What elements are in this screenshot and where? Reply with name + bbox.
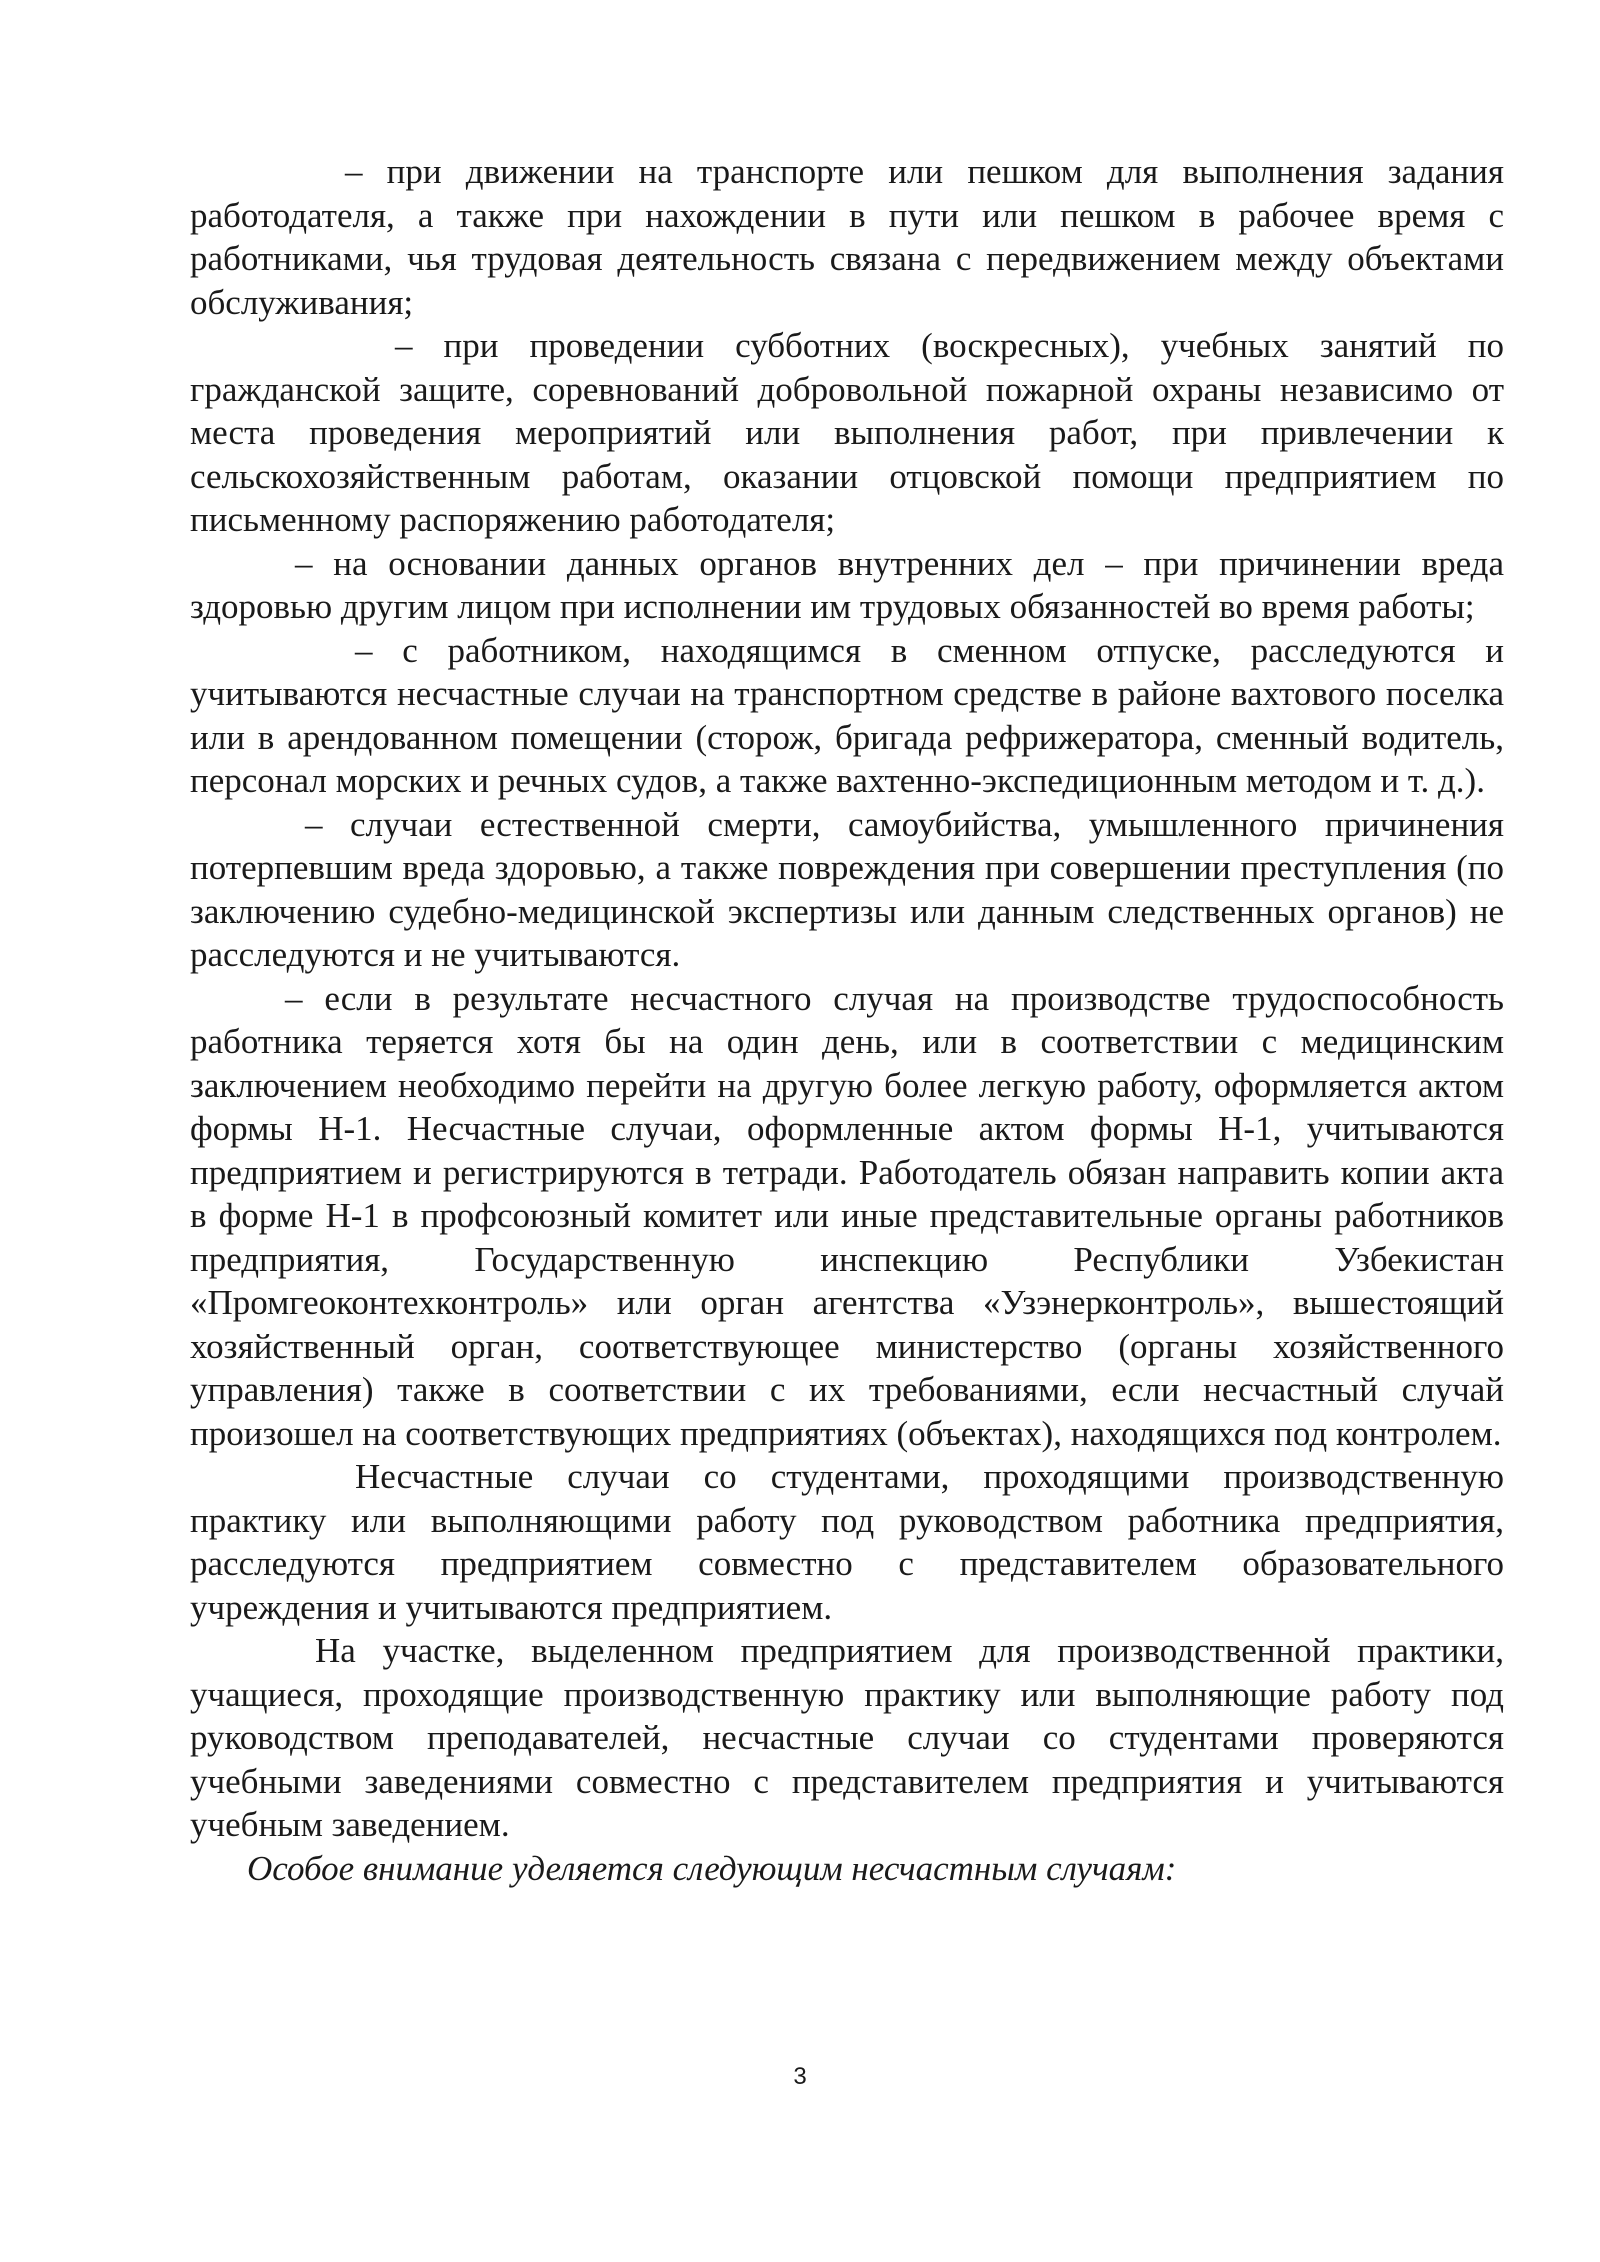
- paragraph-shift-leave-worker: – с работником, находящимся в сменном отпуске, расследуются и учитываются несчастные случаи на транспортном средстве в районе вахтового поселка или в арендованном помещении (сторож, бригада рефрижератора, сменный водитель, персонал морских и речных судов, а также вахтенно-экспедиционным методом и т. д.).: [190, 630, 1504, 800]
- paragraph-transport-travel: – при движении на транспорте или пешком для выполнения задания работодателя, а также при нахождении в пути или пешком в рабочее время с работниками, чья трудовая деятельность связана с передвижением между объектами обслуживания;: [190, 152, 1504, 322]
- paragraph-student-practice-accidents: Несчастные случаи со студентами, проходящими производственную практику или выполняющими работу под руководством работника предприятия, расследуются предприятием совместно с представителем образовательного учреждения и учитываются предприятием.: [190, 1457, 1504, 1627]
- document-body: [190, 150, 1504, 1890]
- paragraph-practice-site-accidents: На участке, выделенном предприятием для производственной практики, учащиеся, проходящие производственную практику или выполняющие работу под руководством преподавателей, несчастные случаи со студентами проверяются учебными заведениями совместно с представителем предприятия и учитываются учебным заведением.: [190, 1631, 1504, 1844]
- paragraph-civil-defense-training: – при проведении субботних (воскресных), учебных занятий по гражданской защите, соревнований добровольной пожарной охраны независимо от места проведения мероприятий или выполнения работ, при привлечении к сельскохозяйственным работам, оказании отцовской помощи предприятием по письменному распоряжению работодателя;: [190, 326, 1504, 539]
- paragraph-natural-death-cases: – случаи естественной смерти, самоубийства, умышленного причинения потерпевшим вреда здоровью, а также повреждения при совершении преступления (по заключению судебно-медицинской экспертизы или данным следственных органов) не расследуются и не учитываются.: [190, 804, 1504, 974]
- paragraph-special-attention: Особое внимание уделяется следующим несчастным случаям:: [247, 1848, 1177, 1888]
- paragraph-form-n1-act: – если в результате несчастного случая на производстве трудоспособность работника теряется хотя бы на один день, или в соответствии с медицинским заключением необходимо перейти на другую более легкую работу, оформляется актом формы Н-1. Несчастные случаи, оформленные актом формы Н-1, учитываются предприятием и регистрируются в тетради. Работодатель обязан направить копии акта в форме Н-1 в профсоюзный комитет или иные представительные органы работников предприятия, Государственную инспекцию Республики Узбекистан «Промгеоконтехконтроль» или орган агентства «Узэнерконтроль», вышестоящий хозяйственный орган, соответствующее министерство (органы хозяйственного управления) также в соответствии с их требованиями, если несчастный случай произошел на соответствующих предприятиях (объектах), находящихся под контролем.: [190, 978, 1504, 1453]
- paragraph-internal-affairs-data: – на основании данных органов внутренних дел – при причинении вреда здоровью другим лицом при исполнении им трудовых обязанностей во время работы;: [190, 543, 1504, 626]
- page-number: 3: [793, 2063, 807, 2090]
